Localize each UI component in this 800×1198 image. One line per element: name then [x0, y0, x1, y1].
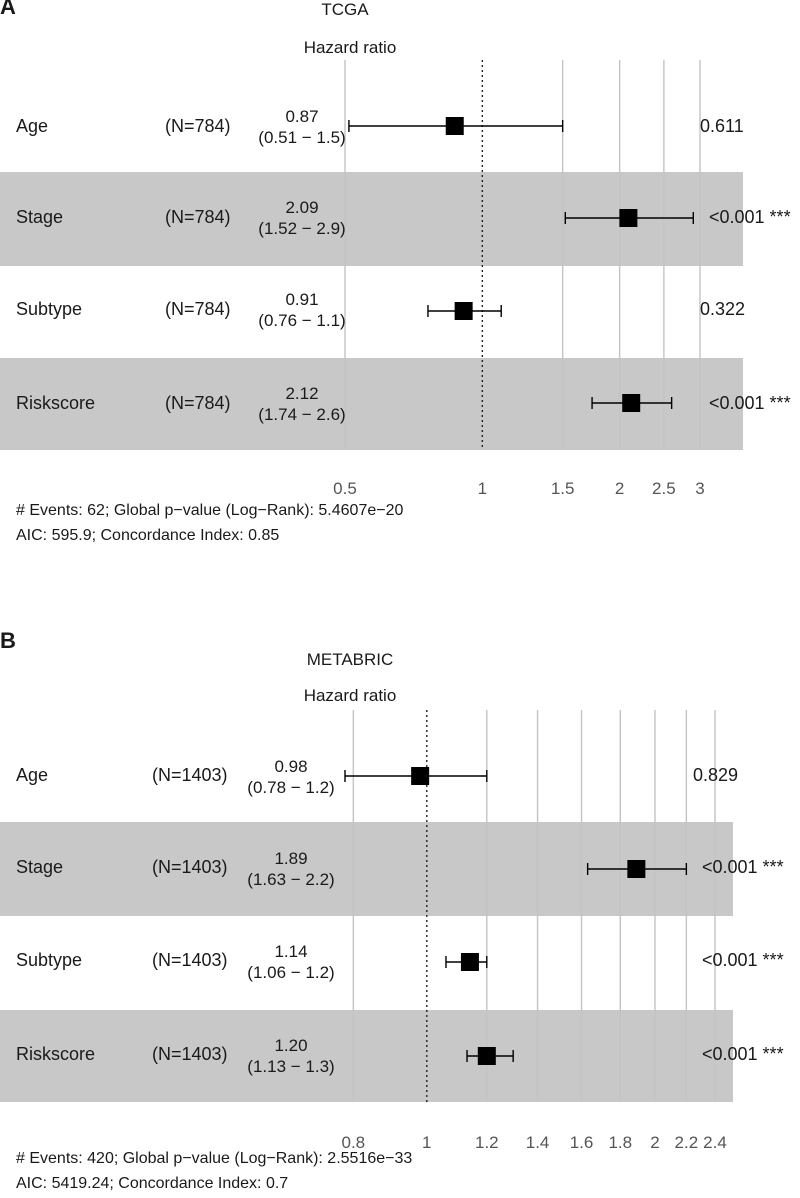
- row-variable-age: Age: [16, 765, 49, 785]
- hr-ci: (1.13 − 1.3): [247, 1057, 335, 1076]
- hr-ci: (1.06 − 1.2): [247, 963, 335, 982]
- hr-marker: [619, 209, 637, 227]
- hr-ci: (1.63 − 2.2): [247, 870, 335, 889]
- tick-label: 1.2: [474, 1133, 499, 1152]
- hr-value: 0.91: [285, 290, 319, 309]
- tick-label: 2.4: [703, 1133, 727, 1152]
- row-p-riskscore: <0.001 ***: [702, 1044, 784, 1064]
- hr-marker: [446, 117, 464, 135]
- row-p-age: 0.611: [700, 116, 744, 136]
- hr-value: 1.20: [274, 1036, 308, 1055]
- axis-title: Hazard ratio: [303, 38, 397, 57]
- tick-label: 1: [422, 1133, 432, 1152]
- panel-letter: B: [0, 628, 16, 653]
- hr-marker: [411, 767, 429, 785]
- row-hr-riskscore: [226, 1035, 356, 1077]
- row-p-subtype: 0.322: [700, 299, 746, 319]
- panel-letter: A: [0, 0, 16, 19]
- row-variable-subtype: Subtype: [16, 299, 83, 319]
- hr-marker: [455, 302, 473, 320]
- row-hr-subtype: [226, 941, 356, 983]
- tick-label: 2: [614, 479, 625, 498]
- row-n-riskscore: (N=1403): [152, 1044, 228, 1064]
- row-variable-riskscore: Riskscore: [16, 393, 96, 413]
- row-p-riskscore: <0.001 ***: [709, 393, 791, 413]
- row-variable-stage: Stage: [16, 207, 64, 227]
- row-variable-riskscore: Riskscore: [16, 1044, 96, 1064]
- hr-ci: (0.78 − 1.2): [247, 778, 335, 797]
- plot-title: TCGA: [321, 0, 369, 19]
- tick-label: 2: [650, 1133, 660, 1152]
- row-variable-stage: Stage: [16, 857, 64, 877]
- tick-label: 2.5: [652, 479, 676, 498]
- footer-aic: AIC: 595.9; Concordance Index: 0.85: [16, 527, 280, 544]
- forest-panel-b: [0, 620, 800, 1198]
- hr-ci: (0.51 − 1.5): [258, 128, 346, 147]
- hr-value: 1.14: [274, 942, 308, 961]
- row-p-stage: <0.001 ***: [709, 207, 791, 227]
- row-n-age: (N=784): [165, 116, 231, 136]
- footer-aic: AIC: 5419.24; Concordance Index: 0.7: [16, 1175, 289, 1192]
- footer-events: # Events: 420; Global p−value (Log−Rank): 2.5516e−33: [16, 1150, 413, 1167]
- footer-events: # Events: 62; Global p−value (Log−Rank): 5.4607e−20: [16, 502, 404, 519]
- tick-label: 0.8: [341, 1133, 366, 1152]
- tick-label: 1.8: [608, 1133, 633, 1152]
- row-n-age: (N=1403): [152, 765, 228, 785]
- tick-label: 1.4: [525, 1133, 550, 1152]
- tick-label: 1.5: [550, 479, 575, 498]
- hr-value: 0.87: [285, 107, 319, 126]
- tick-label: 0.5: [333, 479, 357, 498]
- row-n-subtype: (N=1403): [152, 950, 228, 970]
- row-hr-stage: [237, 197, 367, 239]
- hr-value: 2.12: [285, 384, 319, 403]
- tick-label: 1: [477, 479, 488, 498]
- hr-marker: [622, 394, 640, 412]
- axis-title: Hazard ratio: [303, 686, 397, 705]
- tick-label: 1.6: [569, 1133, 594, 1152]
- footer: [16, 1146, 412, 1196]
- hr-ci: (0.76 − 1.1): [258, 311, 346, 330]
- plot-title: METABRIC: [306, 650, 394, 669]
- row-n-stage: (N=1403): [152, 857, 228, 877]
- row-hr-age: [226, 756, 356, 798]
- hr-value: 0.98: [274, 757, 308, 776]
- hr-value: 2.09: [285, 198, 319, 217]
- hr-marker: [461, 953, 479, 971]
- tick-label: 3: [695, 479, 705, 498]
- hr-ci: (1.52 − 2.9): [258, 219, 346, 238]
- row-n-subtype: (N=784): [165, 299, 231, 319]
- row-p-stage: <0.001 ***: [702, 857, 784, 877]
- row-p-age: 0.829: [693, 765, 739, 785]
- tick-label: 2.2: [674, 1133, 699, 1152]
- hr-ci: (1.74 − 2.6): [258, 405, 346, 424]
- row-n-stage: (N=784): [165, 207, 231, 227]
- row-hr-subtype: [237, 289, 367, 331]
- row-hr-riskscore: [237, 383, 367, 425]
- hr-value: 1.89: [274, 849, 308, 868]
- row-variable-subtype: Subtype: [16, 950, 83, 970]
- row-p-subtype: <0.001 ***: [702, 950, 784, 970]
- hr-marker: [627, 860, 645, 878]
- row-hr-age: [237, 106, 367, 148]
- footer: [16, 498, 403, 548]
- row-n-riskscore: (N=784): [165, 393, 231, 413]
- forest-plot-b: [0, 620, 800, 1198]
- row-variable-age: Age: [16, 116, 49, 136]
- hr-marker: [478, 1047, 496, 1065]
- row-hr-stage: [226, 848, 356, 890]
